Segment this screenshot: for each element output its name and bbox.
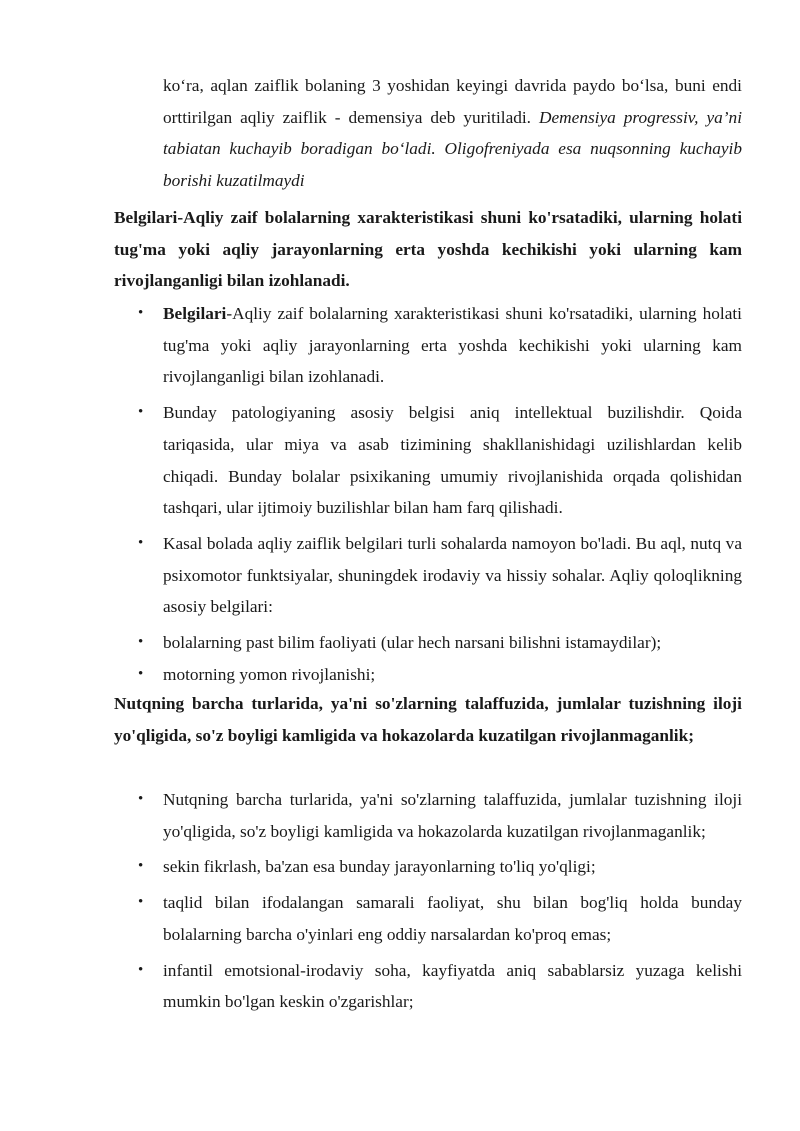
list-item-text: infantil emotsional-irodaviy soha, kayfiyatda aniq sabablarsiz yuzaga kelishi mumkin bo'lgan keskin o'zgarishlar;	[163, 960, 742, 1012]
bullet-icon: •	[138, 305, 144, 321]
list-item-text: taqlid bilan ifodalangan samarali faoliyat, shu bilan bog'liq holda bunday bolalarning barcha o'yinlari eng oddiy narsalardan ko'proq emas;	[163, 893, 742, 944]
list-item-text: motorning yomon rivojlanishi;	[163, 664, 376, 684]
list-item-bold-label: Belgilari	[163, 304, 227, 323]
bullet-icon: •	[138, 534, 144, 551]
list-item	[0, 955, 800, 1018]
list-item	[0, 659, 800, 691]
list-item-text: bolalarning past bilim faoliyati (ular hech narsani bilishni istamaydilar);	[163, 633, 662, 653]
list-item-text: -Aqliy zaif bolalarning xarakteristikasi shuni ko'rsatadiki, ularning holati tug'ma yoki aqliy jarayonlarning erta yoshda kechikishi yoki ularning kam rivojlanganligi bilan izohlanadi.	[163, 304, 742, 387]
bullet-icon: •	[138, 791, 144, 807]
bullet-list-1	[0, 298, 800, 690]
list-item-text: sekin fikrlash, ba'zan esa bunday jarayonlarning to'liq yo'qligi;	[163, 857, 596, 877]
list-item	[0, 784, 800, 847]
intro-italic-text: Demensiya progressiv, ya’ni tabiatan kuchayib boradigan boʻladi. Oligofreniyada esa nuqsonning kuchayib borishi kuzatilmaydi	[163, 107, 742, 191]
bullet-list-2	[0, 784, 800, 1018]
list-item-text: Kasal bolada aqliy zaiflik belgilari turli sohalarda namoyon bo'ladi. Bu aql, nutq va psixomotor funktsiyalar, shuningdek irodaviy va hissiy sohalar. Aqliy qoloqlikning asosiy belgilari:	[163, 533, 742, 617]
list-item-text: Nutqning barcha turlarida, ya'ni so'zlarning talaffuzida, jumlalar tuzishning iloji yo'qligida, so'z boyligi kamligida va hokazolarda kuzatilgan rivojlanmaganlik;	[163, 790, 742, 841]
list-item	[0, 397, 800, 524]
intro-paragraph	[163, 70, 742, 197]
list-item	[0, 887, 800, 950]
list-item	[0, 298, 800, 393]
bullet-icon: •	[138, 961, 144, 978]
bullet-icon: •	[138, 858, 144, 875]
list-item-text: Bunday patologiyaning asosiy belgisi aniq intellektual buzilishdir. Qoida tariqasida, ular miya va asab tizimining shakllanishidagi uzilishlardan kelib chiqadi. Bunday bolalar psixikaning umumiy rivojlanishida orqada qolishidan tashqari, ular ijtimoiy buzilishlar bilan ham farq qilishadi.	[163, 403, 742, 518]
list-item	[0, 851, 800, 883]
bullet-icon: •	[138, 894, 144, 911]
bullet-icon: •	[138, 634, 144, 651]
list-item	[0, 528, 800, 623]
heading-nutqning: Nutqning barcha turlarida, ya'ni so'zlarning talaffuzida, jumlalar tuzishning iloji yo'qligida, so'z boyligi kamligida va hokazolarda kuzatilgan rivojlanmaganlik;	[114, 694, 742, 745]
list-item	[0, 627, 800, 659]
bullet-icon: •	[138, 404, 144, 421]
intro-text: koʻra, aqlan zaiflik bolaning 3 yoshidan keyingi davrida paydo boʻlsa, buni endi orttirilgan aqliy zaiflik - demensiya deb yuritiladi.	[163, 76, 742, 127]
bullet-icon: •	[138, 665, 144, 682]
heading-belgilari: Belgilari-Aqliy zaif bolalarning xarakteristikasi shuni ko'rsatadiki, ularning holati tug'ma yoki aqliy jarayonlarning erta yoshda kechikishi yoki ularning kam rivojlanganligi bilan izohlanadi.	[114, 208, 742, 291]
